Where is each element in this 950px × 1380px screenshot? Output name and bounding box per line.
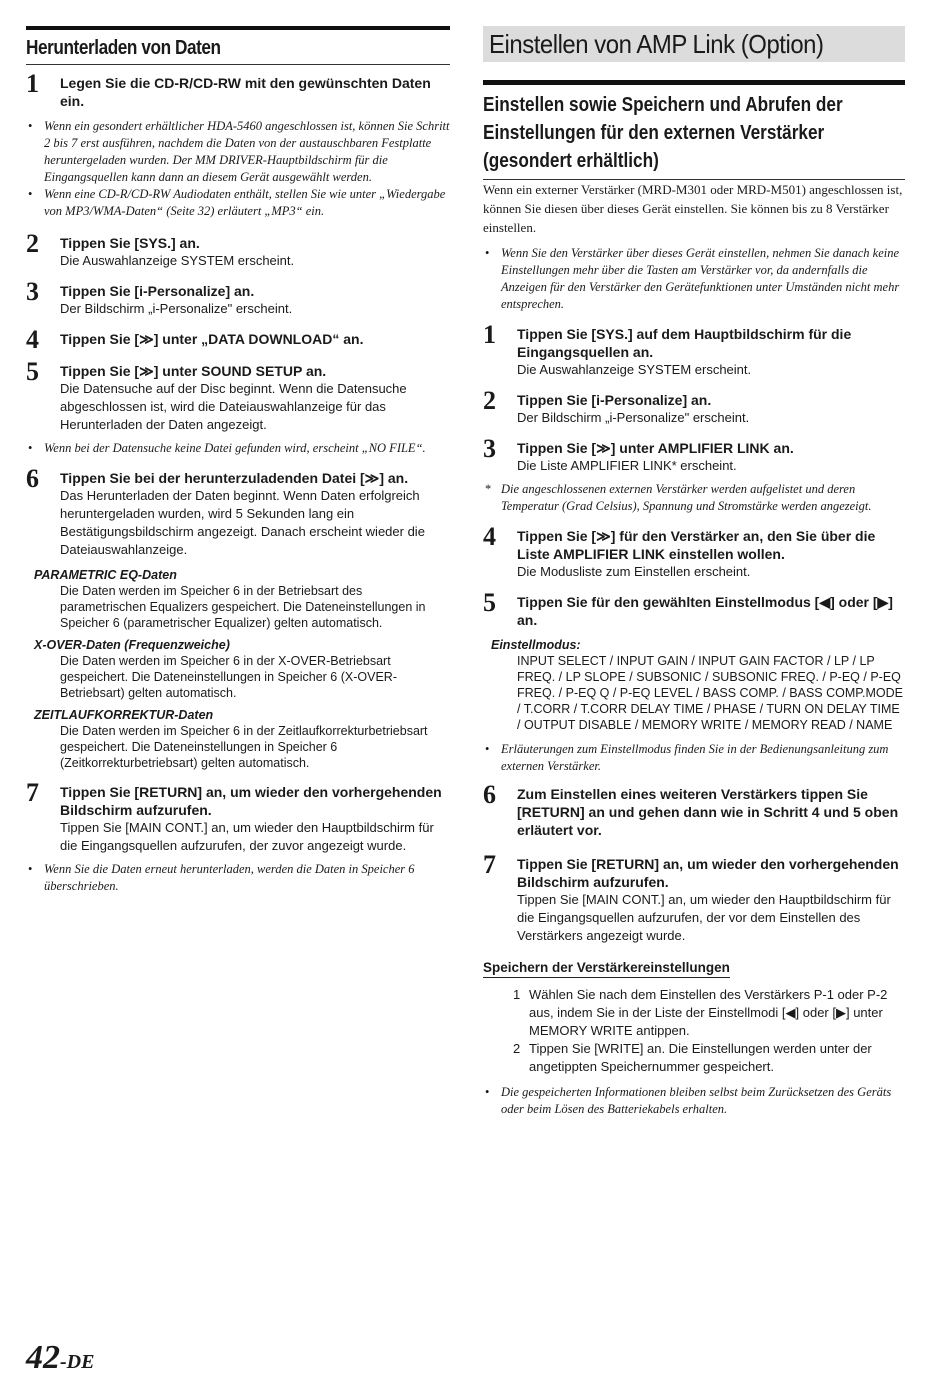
- step-title: Tippen Sie [≫] unter SOUND SETUP an.: [60, 363, 327, 379]
- step-desc: Tippen Sie [MAIN CONT.] an, um wieder den Hauptbildschirm für die Eingangsquellen aufzurufen, der vor dem Einstellen des Verstärkers angezeigt wurde.: [517, 892, 891, 943]
- section-heading-amp-link: Einstellen von AMP Link (Option): [483, 26, 905, 62]
- data-type-text: Die Daten werden im Speicher 6 in der Betriebsart des parametrischen Equalizers gespeichert. Die Dateneinstellungen in Speicher 6 (parametrischer Equalizer) gelten automatisch.: [60, 584, 426, 630]
- data-type-label: X-OVER-Daten (Frequenzweiche): [34, 638, 230, 652]
- subsection-heading: Einstellen sowie Speichern und Abrufen der Einstellungen für den externen Verstärker (gesondert erhältlich): [483, 80, 905, 180]
- step-desc: Die Modusliste zum Einstellen erscheint.: [517, 564, 751, 579]
- step-4: [483, 522, 905, 581]
- data-type-label: ZEITLAUFKORREKTUR-Daten: [34, 708, 214, 722]
- step-title: Zum Einstellen eines weiteren Verstärkers tippen Sie [RETURN] an und gehen dann wie in Schritt 4 und 5 oben erläutert vor.: [517, 786, 899, 838]
- step-title: Tippen Sie für den gewählten Einstellmodus [◀] oder [▶] an.: [517, 594, 893, 628]
- step-title: Tippen Sie [RETURN] an, um wieder den vorhergehenden Bildschirm aufzurufen.: [517, 856, 899, 890]
- step-number: 4: [26, 325, 39, 354]
- step-title: Tippen Sie bei der herunterzuladenden Datei [≫] an.: [60, 470, 409, 486]
- step-title: Tippen Sie [i-Personalize] an.: [60, 283, 255, 299]
- step-desc: Der Bildschirm „i-Personalize" erscheint.: [60, 301, 293, 316]
- step-desc: Die Auswahlanzeige SYSTEM erscheint.: [60, 253, 295, 268]
- step-1: [483, 320, 905, 379]
- step-desc: Die Auswahlanzeige SYSTEM erscheint.: [517, 362, 752, 377]
- step-number: 1: [483, 320, 496, 349]
- step-title: Tippen Sie [≫] unter „DATA DOWNLOAD“ an.: [60, 331, 364, 347]
- note: • Wenn bei der Datensuche keine Datei gefunden wird, erscheint „NO FILE“.: [28, 441, 426, 455]
- step-title: Tippen Sie [≫] unter AMPLIFIER LINK an.: [517, 440, 794, 456]
- step-7: [483, 850, 905, 945]
- note: • Wenn ein gesondert erhältlicher HDA-5460 angeschlossen ist, können Sie Schritt 2 bis 7 erst ausführen, nachdem die Daten von der austauschbaren Festplatte heruntergeladen wurden. Der MM DRIVER-Hauptbildschirm für die Eingangsquellen kann dann an diesem Gerät ausgewählt werden.: [28, 119, 450, 184]
- modes-label: Einstellmodus:: [491, 638, 581, 652]
- note: • Wenn Sie die Daten erneut herunterladen, werden die Daten in Speicher 6 überschrieben.: [28, 862, 415, 893]
- step-1: [26, 69, 450, 110]
- page-suffix: -DE: [60, 1351, 95, 1373]
- download-steps: [26, 69, 450, 895]
- section-heading-download: Herunterladen von Daten: [26, 26, 450, 65]
- step-desc: Das Herunterladen der Daten beginnt. Wenn Daten erfolgreich heruntergeladen wurden, wird 5 Sekunden lang ein Bestätigungsbildschirm angezeigt. Danach erscheint wieder die Dateiauswahlanzeige.: [60, 488, 425, 557]
- step-title: Tippen Sie [SYS.] auf dem Hauptbildschirm für die Eingangsquellen an.: [517, 326, 852, 360]
- step-desc: Der Bildschirm „i-Personalize" erscheint.: [517, 410, 750, 425]
- modes-list: INPUT SELECT / INPUT GAIN / INPUT GAIN FACTOR / LP / LP FREQ. / LP SLOPE / SUBSONIC / SUBSONIC FREQ. / P-EQ / P-EQ FREQ. / P-EQ Q / P-EQ LEVEL / BASS COMP. / BASS COMP.MODE / T.CORR / T.CORR DELAY TIME / PHASE / TURN ON DELAY TIME / OUTPUT DISABLE / MEMORY WRITE / MEMORY READ / NAME: [517, 654, 903, 732]
- step-5: [26, 357, 450, 434]
- step-number: 6: [483, 780, 496, 809]
- step-desc: Tippen Sie [MAIN CONT.] an, um wieder den Hauptbildschirm für die Eingangsquellen aufzurufen, der zuvor angezeigt wurde.: [60, 820, 434, 853]
- step-number: 3: [483, 434, 496, 463]
- footnote: * Die angeschlossenen externen Verstärker werden aufgelistet und deren Temperatur (Grad Celsius), Spannung und Stromstärke werden angezeigt.: [485, 482, 872, 513]
- note: • Die gespeicherten Informationen bleiben selbst beim Zurücksetzen des Geräts oder beim Lösen des Batteriekabels erhalten.: [485, 1085, 892, 1116]
- note: • Wenn Sie den Verstärker über dieses Gerät einstellen, nehmen Sie danach keine Einstellungen mehr über die Tasten am Verstärker vor, da andernfalls die Anzeigen für den Verstärker den Gerätefunktionen unter Umständen nicht mehr entsprechen.: [485, 246, 900, 311]
- step-number: 2: [26, 229, 39, 258]
- step-6: [26, 464, 450, 559]
- step-desc: Die Datensuche auf der Disc beginnt. Wenn die Datensuche abgeschlossen ist, wird die Dateiauswahlanzeige für das Herunterladen der Daten angezeigt.: [60, 381, 407, 432]
- step-number: 5: [26, 357, 39, 386]
- data-type-text: Die Daten werden im Speicher 6 in der Zeitlaufkorrekturbetriebsart gespeichert. Die Dateneinstellungen in Speicher 6 (Zeitkorrekturbetriebsart) gelten automatisch.: [60, 724, 428, 770]
- step-number: 2: [483, 386, 496, 415]
- step-3: [483, 434, 905, 475]
- step-4: [26, 325, 450, 354]
- memory-step: 1 Wählen Sie nach dem Einstellen des Verstärkers P-1 oder P-2 aus, indem Sie in der Liste der Einstellmodi [◀] oder [▶] unter MEMORY WRITE antippen.: [513, 987, 888, 1038]
- data-type-text: Die Daten werden im Speicher 6 in der X-OVER-Betriebsart gespeichert. Die Dateneinstellungen in Speicher 6 (X-OVER-Betriebsart) gelten automatisch.: [60, 654, 397, 700]
- step-6: [483, 780, 905, 839]
- step-3: [26, 277, 450, 318]
- amp-link-content: [483, 180, 905, 1118]
- step-desc: Die Liste AMPLIFIER LINK* erscheint.: [517, 458, 737, 473]
- step-number: 4: [483, 522, 496, 551]
- step-7: [26, 778, 450, 855]
- step-number: 7: [483, 850, 496, 879]
- step-2: [483, 386, 905, 427]
- memory-step: 2 Tippen Sie [WRITE] an. Die Einstellungen werden unter der angetippten Speichernummer gespeichert.: [513, 1041, 872, 1074]
- memory-heading: Speichern der Verstärkereinstellungen: [483, 959, 730, 978]
- step-title: Tippen Sie [i-Personalize] an.: [517, 392, 712, 408]
- page-number: 42-DE: [26, 1339, 95, 1376]
- step-number: 3: [26, 277, 39, 306]
- step-title: Tippen Sie [SYS.] an.: [60, 235, 200, 251]
- step-title: Tippen Sie [RETURN] an, um wieder den vorhergehenden Bildschirm aufzurufen.: [60, 784, 442, 818]
- step-number: 1: [26, 69, 39, 98]
- step-2: [26, 229, 450, 270]
- step-title: Legen Sie die CD-R/CD-RW mit den gewünschten Daten ein.: [60, 75, 431, 109]
- note: • Erläuterungen zum Einstellmodus finden Sie in der Bedienungsanleitung zum externen Verstärker.: [485, 742, 889, 773]
- data-type-label: PARAMETRIC EQ-Daten: [34, 568, 177, 582]
- step-5: [483, 588, 905, 629]
- intro-text: Wenn ein externer Verstärker (MRD-M301 oder MRD-M501) angeschlossen ist, können Sie diesen über dieses Gerät einstellen. Sie können bis zu 8 Verstärker einstellen.: [483, 182, 903, 235]
- step-title: Tippen Sie [≫] für den Verstärker an, den Sie über die Liste AMPLIFIER LINK einstellen wollen.: [517, 528, 876, 562]
- step-number: 6: [26, 464, 39, 493]
- note: • Wenn eine CD-R/CD-RW Audiodaten enthält, stellen Sie wie unter „Wiedergabe von MP3/WMA-Daten“ (Seite 32) erläutert „MP3“ ein.: [28, 187, 446, 218]
- step-number: 5: [483, 588, 496, 617]
- step-number: 7: [26, 778, 39, 807]
